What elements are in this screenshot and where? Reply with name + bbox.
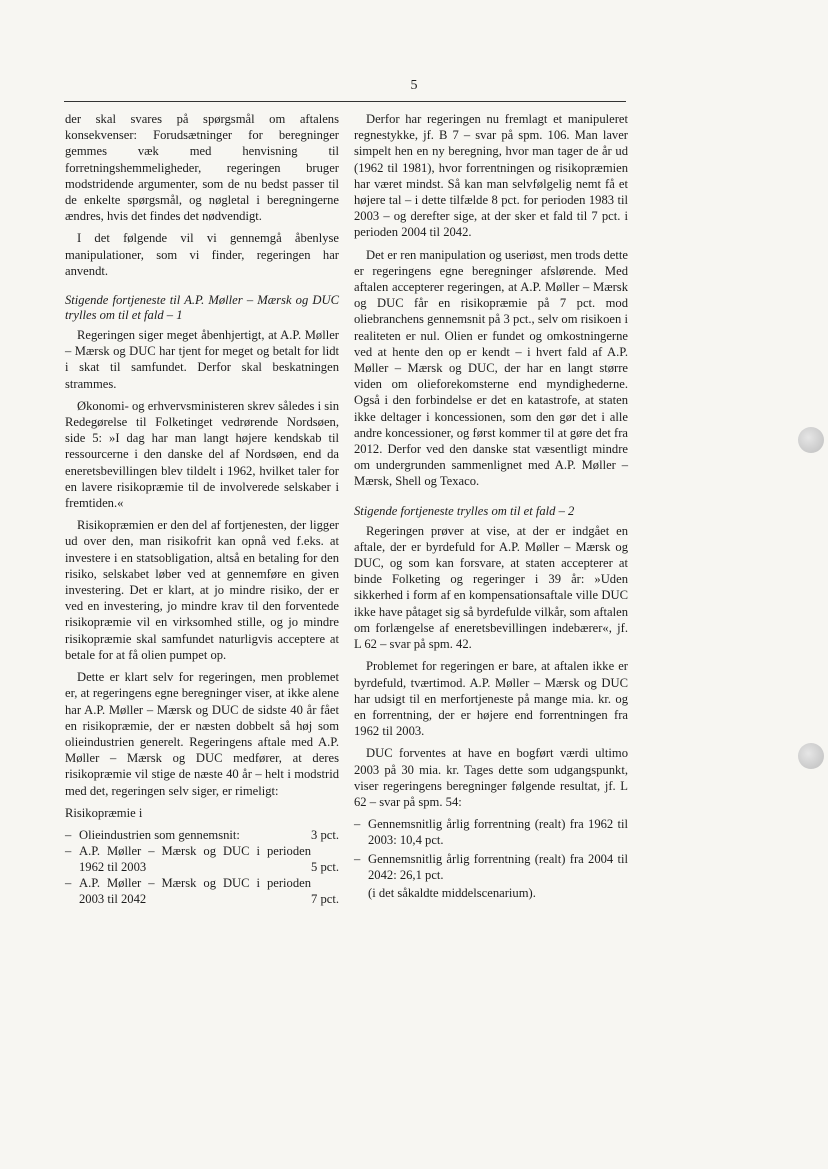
paragraph: Det er ren manipulation og useriøst, men trods dette er regeringens egne beregninger afslørende. Med aftalen accepterer regeringen, at A.P. Møller – Mærsk og DUC får en risikopræmie på 7 pct. mod oliebranchens gennemsnit på 3 pct., selv om risikoen i realiteten er nul. Olien er fundet og omkostningerne ved at hente den op er kendt – i hvert fald af A.P. Møller – Mærsk og DUC, der har en langt større viden om olieforekomsterne end myndighederne. Også i den forbindelse er det en katastrofe, at staten ikke deltager i koncessionen, som den gør det i alle andre koncessioner, og først kommer til at gøre det fra 2012. Derfor ved den danske stat væsentligt mindre om undergrunden sammenlignet med A.P. Møller – Mærsk, Shell og Texaco. xyxy=(354,247,628,489)
section-heading: Stigende fortjeneste til A.P. Møller – Mærsk og DUC trylles om til et fald – 1 xyxy=(65,293,339,323)
paragraph: der skal svares på spørgsmål om aftalens konsekvenser: Forudsætninger for beregninger gemmes væk med henvisning til forretningshemmeligheder, regeringen bruger modstridende argumenter, som de nu bedst passer til de enkelte spørgsmål, og nøgletal i beregningerne ændres, hvis det findes det nødvendigt. xyxy=(65,112,339,224)
scenario-note: (i det såkaldte middelscenarium). xyxy=(368,885,536,900)
paragraph: Regeringen prøver at vise, at der er indgået en aftale, der er byrdefuld for A.P. Møller – Mærsk og DUC, og som kan forsvare, at staten accepterer at binde Folketing og regeringer i 39 år: »Uden sikkerhed i form af en kompensationsaftale ville DUC ikke have påtaget sig så byrdefulde vilkår, som aftalen om forlængelse af eneretsbevillingen indebærer«, jf. L 62 – svar på spm. 42. xyxy=(354,523,629,652)
table-label: A.P. Møller – Mærsk og DUC i perioden 2003 til 2042 xyxy=(79,875,312,906)
section-heading: Stigende fortjeneste trylles om til et fald – 2 xyxy=(354,503,575,518)
table-label: A.P. Møller – Mærsk og DUC i perioden 1962 til 2003 xyxy=(79,843,312,874)
table-value: 3 pct. xyxy=(311,827,339,842)
binder-hole xyxy=(798,427,824,453)
table-row: – A.P. Møller – Mærsk og DUC i perioden 1962 til 2003 5 pct. xyxy=(65,843,339,874)
table-title: Risikopræmie i xyxy=(65,805,143,820)
paragraph: I det følgende vil vi gennemgå åbenlyse manipulationer, som vi finder, regeringen har anvendt. xyxy=(65,231,339,278)
paragraph: Regeringen siger meget åbenhjertigt, at A.P. Møller – Mærsk og DUC har tjent for meget og betalt for lidt i skat til samfundet. Derfor skal beskatningen strammes. xyxy=(65,328,339,391)
risk-premium-table xyxy=(65,827,339,907)
list-item: – Gennemsnitlig årlig forrentning (realt) fra 1962 til 2003: 10,4 pct. xyxy=(354,816,628,848)
header-rule xyxy=(64,101,626,102)
table-label: Olieindustrien som gennemsnit: xyxy=(79,827,240,842)
paragraph: Problemet for regeringen er bare, at aftalen ikke er byrdefuld, tværtimod. A.P. Møller – Mærsk og DUC har udsigt til en merfortjeneste på mange mia. kr. og en forrentning, der er højere end forrentningen fra 1962 til 2003. xyxy=(354,659,628,739)
table-value: 7 pct. xyxy=(311,891,339,906)
paragraph: Derfor har regeringen nu fremlagt et manipuleret regnestykke, jf. B 7 – svar på spm. 106. Man laver simpelt hen en ny beregning, hvor man tager de år ud (1962 til 1981), hvor forrentningen og risikopræmien har været mindst. Så kan man selvfølgelig nemt få et højere tal – i dette tilfælde 8 pct. for perioden 1983 til 2003 – og derefter sige, at der sker et fald til 7 pct. i perioden 2004 til 2042. xyxy=(354,112,628,240)
table-row: – A.P. Møller – Mærsk og DUC i perioden 2003 til 2042 7 pct. xyxy=(65,875,339,906)
left-column xyxy=(65,111,339,907)
table-row: – Olieindustrien som gennemsnit: 3 pct. xyxy=(65,827,339,842)
binder-hole xyxy=(798,743,824,769)
list-item: – Gennemsnitlig årlig forrentning (realt) fra 2004 til 2042: 26,1 pct. xyxy=(354,851,628,883)
paragraph: Risikopræmien er den del af fortjenesten, der ligger ud over den, man risikofrit kan opnå ved f.eks. at investere i en statsobligation, altså en betaling for den risiko, selskabet løber ved at gennemføre en given investering. Det er klart, at jo mindre risiko, der er ved en investering, jo mindre krav til den forventede risikopræmie vil en virksomhed stille, og jo mindre risikopræmie skal samfundet naturligvis acceptere at betale for at få olien pumpet op. xyxy=(65,518,339,662)
paragraph: Dette er klart selv for regeringen, men problemet er, at regeringens egne beregninger viser, at ikke alene har A.P. Møller – Mærsk og DUC de sidste 40 år fået en risikopræmie, der er næsten dobbelt så høj som olieindustrien generelt. Regeringens aftale med A.P. Møller – Mærsk og DUC medfører, at deres risikopræmie vil stige de næste 40 år – helt i modstrid med det, regeringen selv siger, er rimeligt: xyxy=(65,670,339,798)
page-number: 5 xyxy=(410,78,418,93)
table-value: 5 pct. xyxy=(311,859,339,874)
paragraph: DUC forventes at have en bogført værdi ultimo 2003 på 30 mia. kr. Tages dette som udgangspunkt, viser regeringens beregninger følgende resultat, jf. L 62 – svar på spm. 54: xyxy=(354,746,628,809)
right-column xyxy=(354,111,628,901)
bullet-list xyxy=(354,816,628,883)
paragraph: Økonomi- og erhvervsministeren skrev således i sin Redegørelse til Folketinget vedrørende Nordsøen, side 5: »I dag har man langt højere kendskab til ressourcerne i den danske del af Nordsøen, end da eneretsbevillingen blev tildelt i 1962, hvilket taler for en lavere risikopræmie til de involverede selskaber i fremtiden.« xyxy=(65,398,339,511)
